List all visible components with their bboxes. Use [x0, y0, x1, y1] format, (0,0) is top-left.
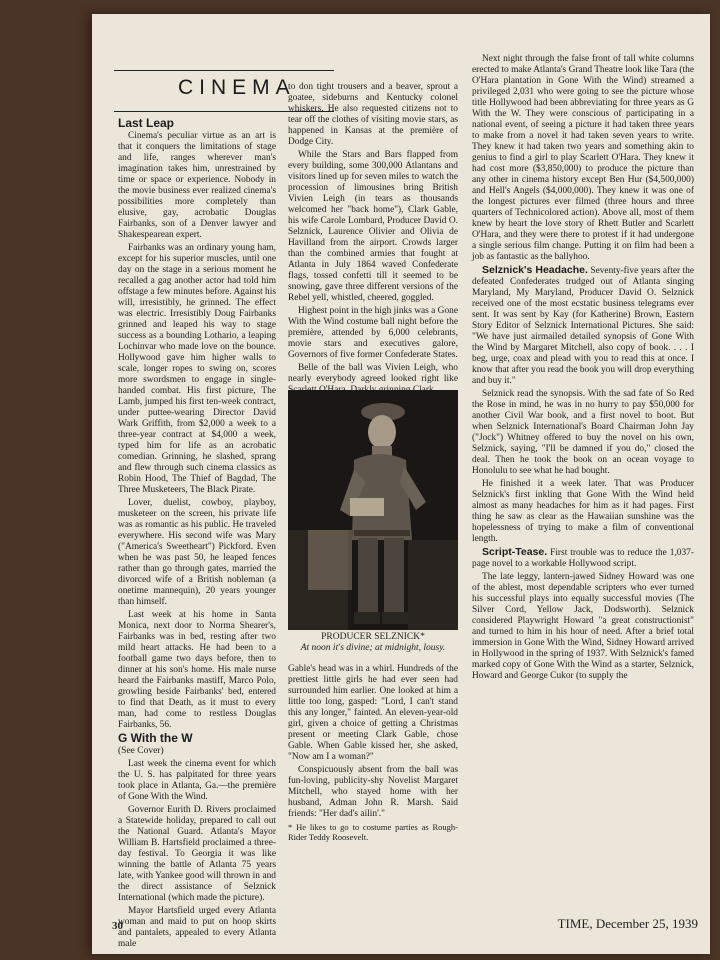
- article-paragraph: Governor Eurith D. Rivers proclaimed a Statewide holiday, prepared to call out the National Guard. Atlanta's Mayor William B. Hartsfield proclaimed a three-day festival. To Georgia it was like winning the battle of Atlanta 75 years late, with Yankee good will thrown in and the direct assistance of Selznick International (which made the picture).: [118, 805, 276, 903]
- article-paragraph: Highest point in the high jinks was a Gone With the Wind costume ball night before the première, attended by 6,000 celebrants, movie stars and executives galore, Governors of five former Confederate States.: [288, 306, 458, 360]
- column-2-bottom: [288, 664, 458, 844]
- tease-paragraph: [472, 547, 694, 570]
- headache-text: Seventy-five years after the defeated Confederates trudged out of Atlanta singing Maryland, My Maryland, Producer David O. Selznick received one of the most ecstatic business telegrams ever sent. It was sent by Kay (for Katherine) Brown, Eastern Story Editor of Selznick International Pictures. She said: "We have just airmailed detailed synopsis of Gone With the Wind by Margaret Mitchell, also copy of book. . . . I beg, urge, coax and plead with you to read this at once. I know that after you read the book you will drop everything and buy it.": [472, 266, 694, 386]
- article-paragraph: Gable's head was in a whirl. Hundreds of the prettiest little girls he had ever seen had surrounded him earlier. One looked at him a little too long, gasped: "Lord, I can't stand this any longer," fainted. An eleven-year-old girl, given a choice of getting a Christmas present or meeting Clark Gable, chose Gable. When Gable kissed her, she asked, "Now am I a woman?": [288, 664, 458, 762]
- article-paragraph: He finished it a week later. That was Producer Selznick's first inkling that Gone With the Wind held almost as many headaches for him as it had pages. First thing he saw as clear as the Hawaiian sunshine was the hopelessness of trying to make a film of conventional length.: [472, 479, 694, 544]
- see-cover-note: (See Cover): [118, 746, 164, 756]
- article-paragraph: Last week the cinema event for which the U. S. has palpitated for three years took place in Atlanta, Ga.—the première of Gone With the Wind.: [118, 759, 276, 802]
- article-paragraph: Cinema's peculiar virtue as an art is that it conquers the limitations of stage and life, ranges wherever man's imagination takes him, unrestrained by time or space or experience. Nobody in the movie business ever realized cinema's possibilities more completely than elusive, gay, acrobatic Douglas Fairbanks, son of a Denver lawyer and Shakespearean expert.: [118, 131, 276, 240]
- caption-text: At noon it's divine; at midnight, lousy.: [300, 643, 446, 653]
- tease-runin-heading: Script-Tease.: [482, 546, 548, 558]
- headache-runin-heading: Selznick's Headache.: [482, 264, 588, 276]
- last-leap-heading: Last Leap: [118, 116, 175, 130]
- article-paragraph: While the Stars and Bars flapped from every building, some 300,000 Atlantans and visitors lined up for seven miles to watch the procession of limousines bring British Vivien Leigh (in tears as thousands welcomed her "back home"), Clark Gable, his wife Carole Lombard, Producer David O. Selznick, Laurence Olivier and Olivia de Havilland from the airport. Crowds larger than the combined armies that fought at Atlanta in July 1864 waved Confederate flags, tossed confetti till it seemed to be snowing, gave three different versions of the Rebel yell, whistled, cheered, goggled.: [288, 150, 458, 303]
- headache-paragraph: [472, 265, 694, 387]
- article-paragraph: The late leggy, lantern-jawed Sidney Howard was one of the ablest, most dependable scripters who ever turned his successful plays into equally successful movies (The Silver Cord, Yellow Jack, Dodsworth). Selznick considered Playwright Howard "a great constructionist" and turned to him in his hour of need. After a brief total immersion in Gone With the Wind, Sidney Howard arrived in Hollywood in the spring of 1937. With Selznick's famed marked copy of Gone With the Wind as a starter, Selznick, Howard and George Cukor (to supply the: [472, 572, 694, 681]
- magazine-page: [92, 14, 710, 954]
- section-title: CINEMA: [178, 76, 296, 99]
- article-paragraph: Fairbanks was an ordinary young ham, except for his superior muscles, until one day on the stage in a serious moment he recalled a gag another actor had told him offstage a few minutes before. Against his will, irresistibly, he grinned. The effect was electric. Irresistibly Doug Fairbanks grinned and leaped his way to stage success as a bounding Lothario, a leaping Lochinvar who made love on the bounce. Hollywood gave him higher walls to scale, longer ropes to swing on, scores more swordsmen to engage in single-handed combat. His first picture, The Lamb, jumped his first ten-week contract, under puttee-wearing Director David Wark Griffith, from $2,000 a week to a three-year contract at $4,000 a week, typed him for life as an acrobatic comedian. Grinning, he slashed, sprang and flew through such cinema classics as Robin Hood, The Thief of Bagdad, The Three Musketeers, The Black Pirate.: [118, 243, 276, 495]
- producer-selznick-photo: [288, 390, 458, 630]
- issue-footer: TIME, December 25, 1939: [557, 916, 698, 931]
- page-number: 30: [112, 920, 123, 932]
- article-paragraph: Mayor Hartsfield urged every Atlanta woman and maid to put on hoop skirts and pantalets, appealed to every Atlanta male: [118, 906, 276, 949]
- article-paragraph: Next night through the false front of tall white columns erected to make Atlanta's Grand Theatre look like Tara (the O'Hara plantation in Gone With the Wind) streamed a privileged 2,031 who were going to see the picture whose title Hollywood had been abbreviating for three years as G With the W. They were conscious of participating in a national event, of seeing a picture it had taken three years to make from a novel it had taken seven years to write. They knew it had taken two years and something akin to genius to find a girl to play Scarlett O'Hara. They knew it had cost more ($3,850,000) to produce the picture than any other in cinema history except Ben Hur ($4,500,000) and Hell's Angels ($4,000,000). They knew it was one of the longest pictures ever filmed (three hours and three quarters of Technicolored action). Above all, most of them knew by heart the love story of Rhett Butler and Scarlett O'Hara, and they were there to protest if it had undergone a single serious film change. Putting it on film had been a job as fantastic as the ballyhoo.: [472, 54, 694, 262]
- column-2-top: [288, 82, 458, 398]
- article-paragraph: to don tight trousers and a beaver, sprout a goatee, sideburns and Kentucky colonel whiskers. He also requested citizens not to tear off the clothes of visiting movie stars, as happened in Kansas at the première of Dodge City.: [288, 82, 458, 147]
- article-paragraph: Belle of the ball was Vivien Leigh, who nearly everybody agreed looked right like: [288, 363, 458, 384]
- article-paragraph: Last week at his home in Santa Monica, next door to Norma Shearer's, Fairbanks was in bed, resting after two mild heart attacks. He had been to a football game two days before, then to dinner at his son's home. His male nurse heard the Fairbanks mastiff, Marco Polo, growling beside Fairbanks' bed, entered to find that Death, as it must to every man, had come to restless Douglas Fairbanks, 56.: [118, 610, 276, 730]
- tease-text: First trouble was to reduce the 1,037-page novel to a workable Hollywood script.: [472, 548, 694, 569]
- photo-illustration: [288, 390, 458, 630]
- article-paragraph: Selznick read the synopsis. With the sad fate of So Red the Rose in mind, he was in no hurry to pay $50,000 for another Civil War book, and a first novel to boot. But when Selznick International's Board Chairman John Jay ("Jock") Whitney offered to buy the novel on his own, Selznick, saying, "I'll be damned if you do," closed the deal. Then he took the book on an ocean voyage to Honolulu to see what he had bought.: [472, 389, 694, 476]
- article-paragraph: Lover, duelist, cowboy, playboy, musketeer on the screen, his private life was as romantic as his public. He traveled everywhere. His second wife was Mary ("America's Sweetheart") Pickford. Even when he was past 50, he leaped fences rather than go through gates, married the divorced wife of a British nobleman (a onetime mannequin), 20 years younger than himself.: [118, 498, 276, 607]
- column-3: [472, 54, 694, 684]
- footnote: * He likes to go to costume parties as Rough-Rider Teddy Roosevelt.: [288, 822, 458, 842]
- photo-caption: [288, 632, 458, 654]
- column-1: [118, 118, 276, 952]
- caption-title: PRODUCER SELZNICK*: [321, 632, 425, 642]
- gwtw-heading: G With the W: [118, 731, 193, 745]
- article-paragraph: Conspicuously absent from the ball was fun-loving, publicity-shy Novelist Margaret Mitchell, who stayed home with her husband, Adman John R. Marsh. Said friends: "Her dad's ailin'.": [288, 765, 458, 819]
